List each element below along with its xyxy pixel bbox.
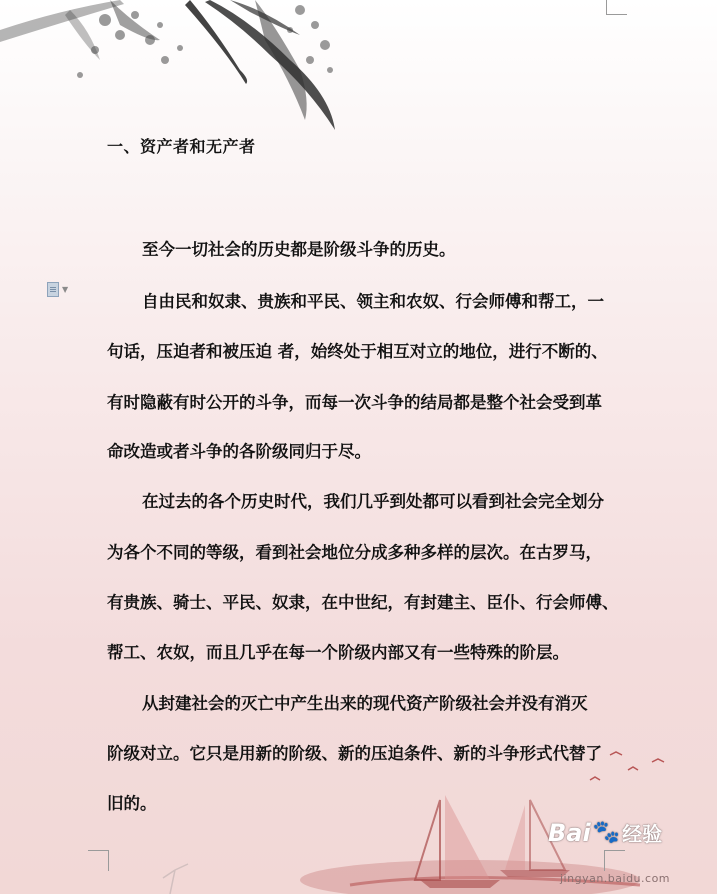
paragraph-options-button[interactable] [47,282,68,297]
page-corner-marker-bottom-right [604,850,625,871]
body-line-10: 从封建社会的灭亡中产生出来的现代资产阶级社会并没有消灭 [142,694,588,713]
watermark-brand: Bai [548,818,591,847]
body-line-5: 命改造或者斗争的各阶级同归于尽。 [107,442,371,461]
body-line-12: 旧的。 [107,794,157,813]
watermark-url: jingyan.baidu.com [560,872,671,885]
page-corner-marker-bottom-left [88,850,109,871]
ink-branch-art [0,0,335,130]
body-line-11: 阶级对立。它只是用新的阶级、新的压迫条件、新的斗争形式代替了 [107,744,602,763]
paw-icon: 🐾 [592,820,621,845]
watermark-suffix: 经验 [622,822,663,846]
windmill-art [163,864,188,894]
body-line-6: 在过去的各个历史时代，我们几乎到处都可以看到社会完全划分 [142,492,604,511]
body-line-7: 为各个不同的等级，看到社会地位分成多种多样的层次。在古罗马， [107,543,602,562]
body-line-2: 自由民和奴隶、贵族和平民、领主和农奴、行会师傅和帮工，一 [142,292,604,311]
body-line-1: 至今一切社会的历史都是阶级斗争的历史。 [142,240,456,259]
body-line-8: 有贵族、骑士、平民、奴隶，在中世纪，有封建主、臣仆、行会师傅、 [107,593,619,612]
section-heading: 一、资产者和无产者 [107,137,256,156]
page-corner-marker-top-right [606,0,627,15]
dropdown-arrow-icon: ▼ [62,285,69,294]
body-line-3: 句话，压迫者和被压迫 者，始终处于相互对立的地位，进行不断的、 [107,342,608,361]
baidu-jingyan-watermark [548,818,662,847]
body-line-9: 帮工、农奴，而且几乎在每一个阶级内部又有一些特殊的阶层。 [107,643,569,662]
body-line-4: 有时隐蔽有时公开的斗争，而每一次斗争的结局都是整个社会受到革 [107,393,602,412]
document-icon [47,282,59,297]
